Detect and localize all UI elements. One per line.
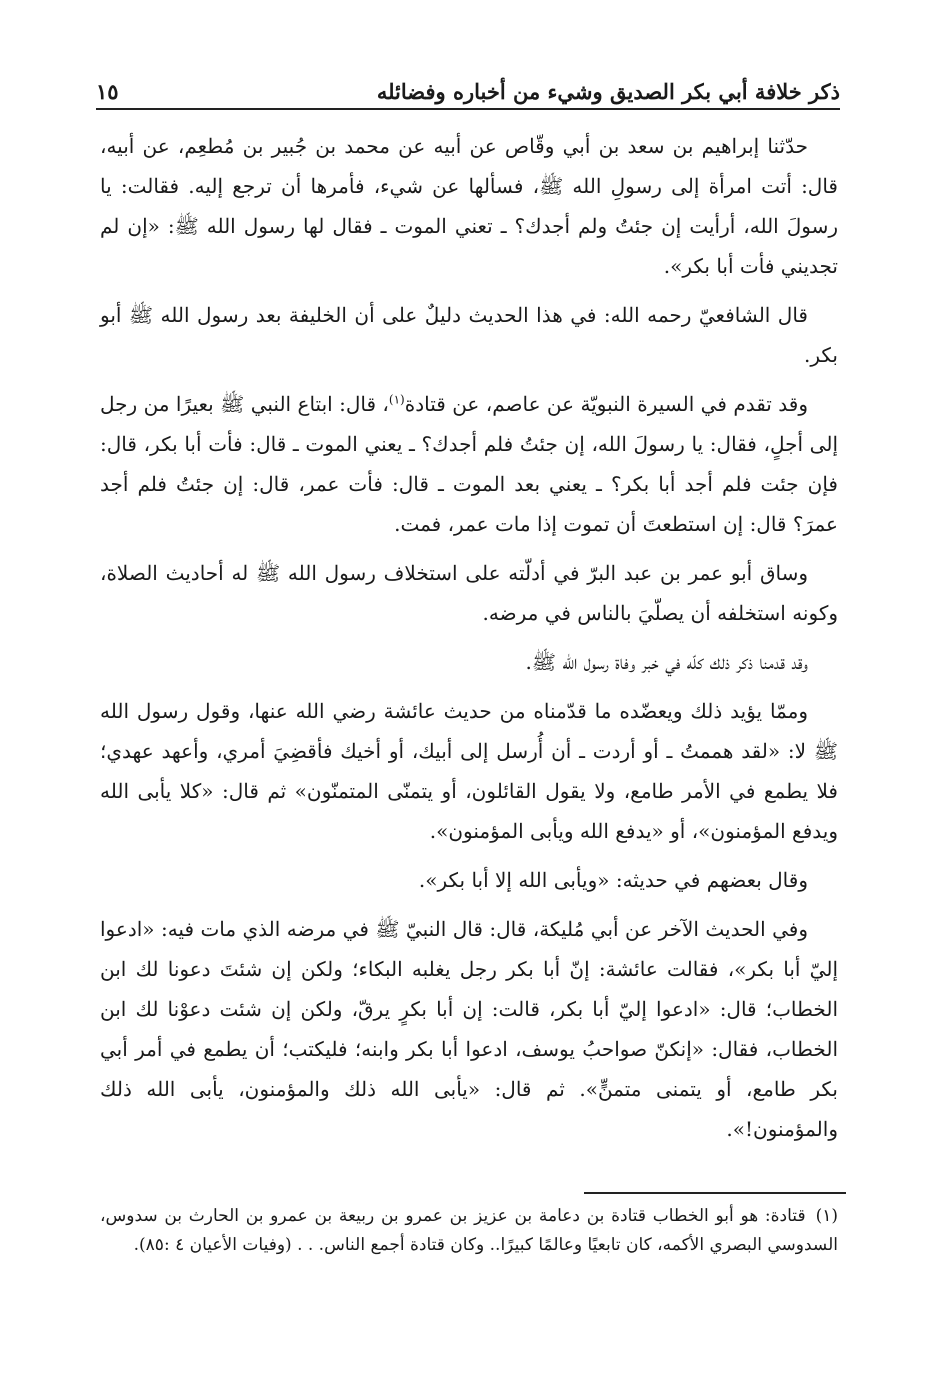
header-rule (96, 108, 840, 110)
paragraph-5: وقد قدمنا ذكر ذلك كلّه في خبر وفاة رسول الله ﷺ. (525, 650, 808, 674)
footnote-reference[interactable]: (١) (388, 392, 405, 407)
footnote-number: (١) (815, 1206, 838, 1226)
paragraph-4: وساق أبو عمر بن عبد البرّ في أدلّته على استخلاف رسول الله ﷺ له أحاديث الصلاة، وكونه استخلفه أن يصلّيَ بالناس في مرضه. (100, 561, 838, 625)
footnote (100, 1202, 838, 1260)
paragraph-3-rest: ، قال: ابتاع النبي ﷺ بعيرًا من رجل إلى أجلٍ، فقال: يا رسولَ الله، إن جئتُ فلم أجدك؟ ـ يعني الموت ـ قال: فأت أبا بكر، قال: فإن جئت فلم أجد أبا بكر؟ ـ يعني بعد الموت ـ قال: فأت عمر، قال: إن جئتُ فلم أجد عمرَ؟ قال: إن استطعتَ أن تموت إذا مات عمر، فمت. (100, 392, 838, 536)
paragraph-3 (100, 384, 838, 544)
paragraph-3-start: وقد تقدم في السيرة النبويّة عن عاصم، عن قتادة (404, 392, 808, 416)
paragraph-7: وقال بعضهم في حديثه: «ويأبى الله إلا أبا بكر». (418, 868, 808, 892)
page-number: ١٥ (96, 79, 119, 104)
paragraph-6: وممّا يؤيد ذلك ويعضّده ما قدّمناه من حديث عائشة رضي الله عنها، وقول رسول الله ﷺ لا: «لقد هممتُ ـ أو أردت ـ أن أُرسل إلى أبيك، أو أخيك فأقضِيَ أمري، وأعهد عهدي؛ فلا يطمع في الأمر طامع، ولا يقول القائلون، أو يتمنّى المتمنّون» ثم قال: «كلا يأبى الله ويدفع المؤمنون»، أو «يدفع الله ويأبى المؤمنون». (100, 699, 838, 843)
running-header (96, 64, 840, 104)
paragraph-2: قال الشافعيّ رحمه الله: في هذا الحديث دليلٌ على أن الخليفة بعد رسول الله ﷺ أبو بكر. (100, 303, 838, 367)
footnote-rule (584, 1192, 846, 1194)
paragraph-8: وفي الحديث الآخر عن أبي مُليكة، قال: قال النبيّ ﷺ في مرضه الذي مات فيه: «ادعوا إليّ أبا بكر»، فقالت عائشة: إنّ أبا بكر رجل يغلبه البكاء؛ ولكن إن شئتَ دعونا لك ابن الخطاب؛ قال: «ادعوا إليّ أبا بكر، قالت: إن أبا بكرٍ يرقّ، ولكن إن شئت دعوْنا لك ابن الخطاب، فقال: «إنكنّ صواحبُ يوسف، ادعوا أبا بكر وابنه؛ فليكتب؛ أن يطمع في أمر أبي بكر طامع، أو يتمنى متمنٍّ». ثم قال: «يأبى الله ذلك والمؤمنون، يأبى الله ذلك والمؤمنون!». (100, 917, 838, 1141)
main-text (100, 126, 838, 1158)
paragraph-1: حدّثنا إبراهيم بن سعد بن أبي وقّاص عن أبيه عن محمد بن جُبير بن مُطعِم، عن أبيه، قال: أتت امرأة إلى رسولِ الله ﷺ، فسألها عن شيء، فأمرها أن ترجع إليه. فقالت: يا رسولَ الله، أرأيت إن جئتُ ولم أجدك؟ ـ تعني الموت ـ فقال لها رسول الله ﷺ: «إن لم تجديني فأت أبا بكر». (100, 134, 838, 278)
footnote-text: قتادة: هو أبو الخطاب قتادة بن دعامة بن عزيز بن عمرو بن ربيعة بن عمرو بن الحارث بن سدوس، السدوسي البصري الأكمه، كان تابعيًا وعالمًا كبيرًا.. وكان قتادة أجمع الناس. . . (وفيات الأعيان ٤ :٨٥). (100, 1206, 838, 1255)
running-title: ذكر خلافة أبي بكر الصديق وشيء من أخباره وفضائله (376, 79, 840, 104)
